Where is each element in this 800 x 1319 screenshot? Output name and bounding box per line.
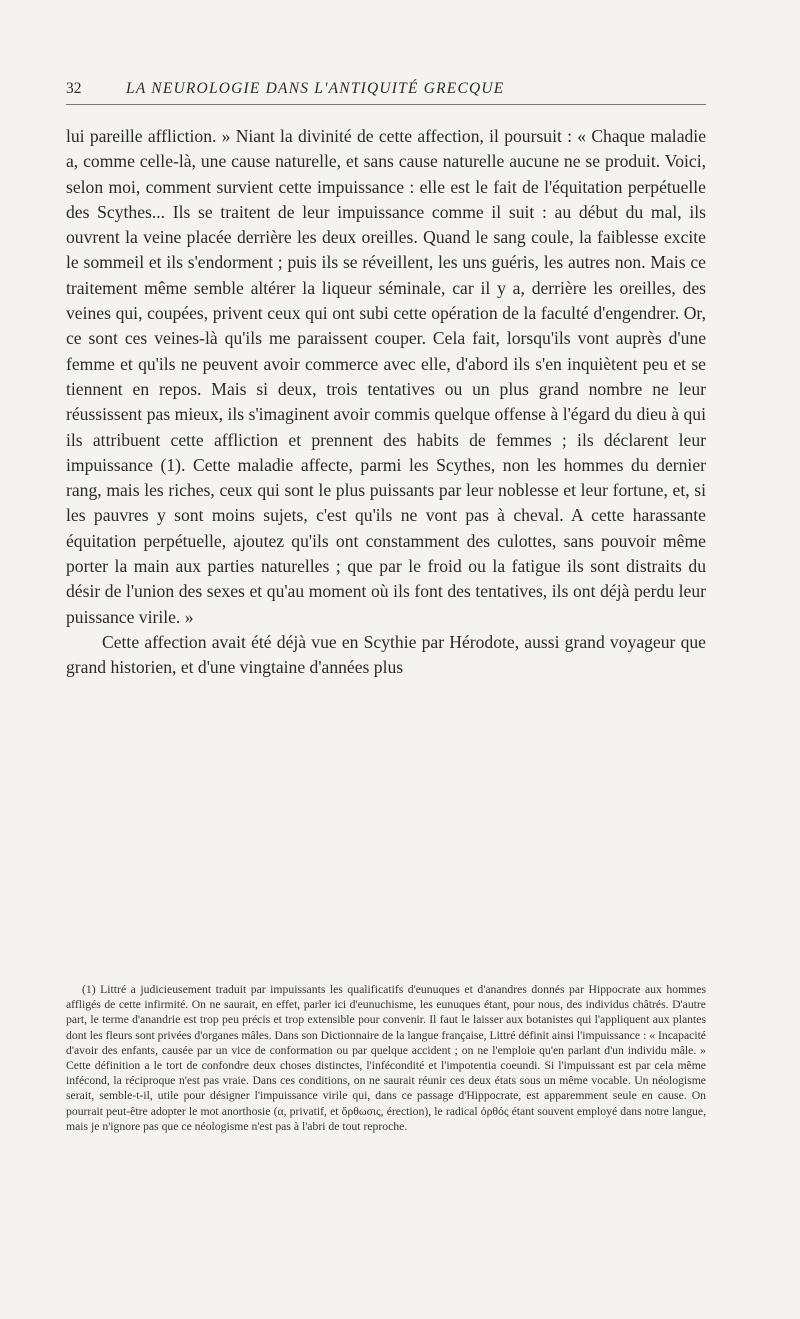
main-text — [66, 124, 706, 681]
running-title: LA NEUROLOGIE DANS L'ANTIQUITÉ GRECQUE — [126, 80, 505, 97]
footnote — [66, 982, 706, 1134]
header-rule — [66, 104, 706, 105]
running-header — [66, 80, 706, 108]
page-number: 32 — [66, 80, 82, 97]
paragraph: Cette affection avait été déjà vue en Scythie par Hérodote, aussi grand voyageur que grand historien, et d'une vingtaine d'années plus — [66, 631, 706, 678]
footnote-1: (1) Littré a judicieusement traduit par impuissants les qualificatifs d'eunuques et d'anandres donnés par Hippocrate aux hommes affligés de cette infirmité. On ne saurait, en effet, parler ici d'eunuchisme, les eunuques étant, pour nous, des individus châtrés. D'autre part, le terme d'anandrie est trop peu précis et trop extensible pour convenir. Il faut le laisser aux botanistes qui l'appliquent aux plantes dont les fleurs sont privées d'organes mâles. Dans son Dictionnaire de la langue française, Littré définit ainsi l'impuissance : « Incapacité d'avoir des enfants, causée par un vice de conformation ou par quelque accident ; on ne l'emploie qu'en parlant d'un individu mâle. » Cette définition a le tort de confondre deux choses distinctes, l'infécondité et l'impotentia coeundi. Si l'impuissant est par cela même infécond, la réciproque n'est pas vraie. Dans ces conditions, on ne saurait réunir ces deux états sous un même vocable. Un néologisme serait, semble-t-il, utile pour désigner l'impuissance virile qui, dans ce passage d'Hippocrate, est apparemment seule en cause. On pourrait peut-être adopter le mot anorthosie (α, privatif, et ὄρθωσις, érection), le radical ὀρθός étant souvent employé dans notre langue, mais je n'ignore pas que ce néologisme n'est pas à l'abri de tout reproche. — [66, 983, 706, 1133]
paragraph-continued: lui pareille affliction. » Niant la divinité de cette affection, il poursuit : « Chaque maladie a, comme celle-là, une cause naturelle, et sans cause naturelle aucune ne se produit. Voici, selon moi, comment survient cette impuissance : elle est le fait de l'équitation perpétuelle des Scythes... Ils se traitent de leur impuissance comme il suit : au début du mal, ils ouvrent la veine placée derrière les deux oreilles. Quand le sang coule, la faiblesse excite le sommeil et ils s'endorment ; puis ils se réveillent, les uns guéris, les autres non. Mais ce traitement même semble altérer la liqueur séminale, car il y a, derrière les oreilles, des veines qui, coupées, privent ceux qui ont subi cette opération de la faculté d'engendrer. Or, ce sont ces veines-là qu'ils me paraissent couper. Cela fait, lorsqu'ils vont auprès d'une femme et qu'ils ne peuvent avoir commerce avec elle, d'abord ils s'en inquiètent peu et se tiennent en repos. Mais si deux, trois tentatives ou un plus grand nombre ne leur réussissent pas mieux, ils s'imaginent avoir commis quelque offense à l'égard du dieu à qui ils attribuent cette affliction et prennent des habits de femmes ; ils déclarent leur impuissance (1). Cette maladie affecte, parmi les Scythes, non les hommes du dernier rang, mais les riches, ceux qui sont le plus puissants par leur noblesse et leur fortune, et, si les pauvres y sont moins sujets, c'est qu'ils ne vont pas à cheval. A cette harassante équitation perpétuelle, ajoutez qu'ils ont constamment des culottes, sans pouvoir même porter la main aux parties naturelles ; que par le froid ou la fatigue ils sont distraits du désir de l'union des sexes et qu'au moment où ils font des tentatives, ils ont déjà perdu leur puissance virile. » — [66, 126, 706, 627]
